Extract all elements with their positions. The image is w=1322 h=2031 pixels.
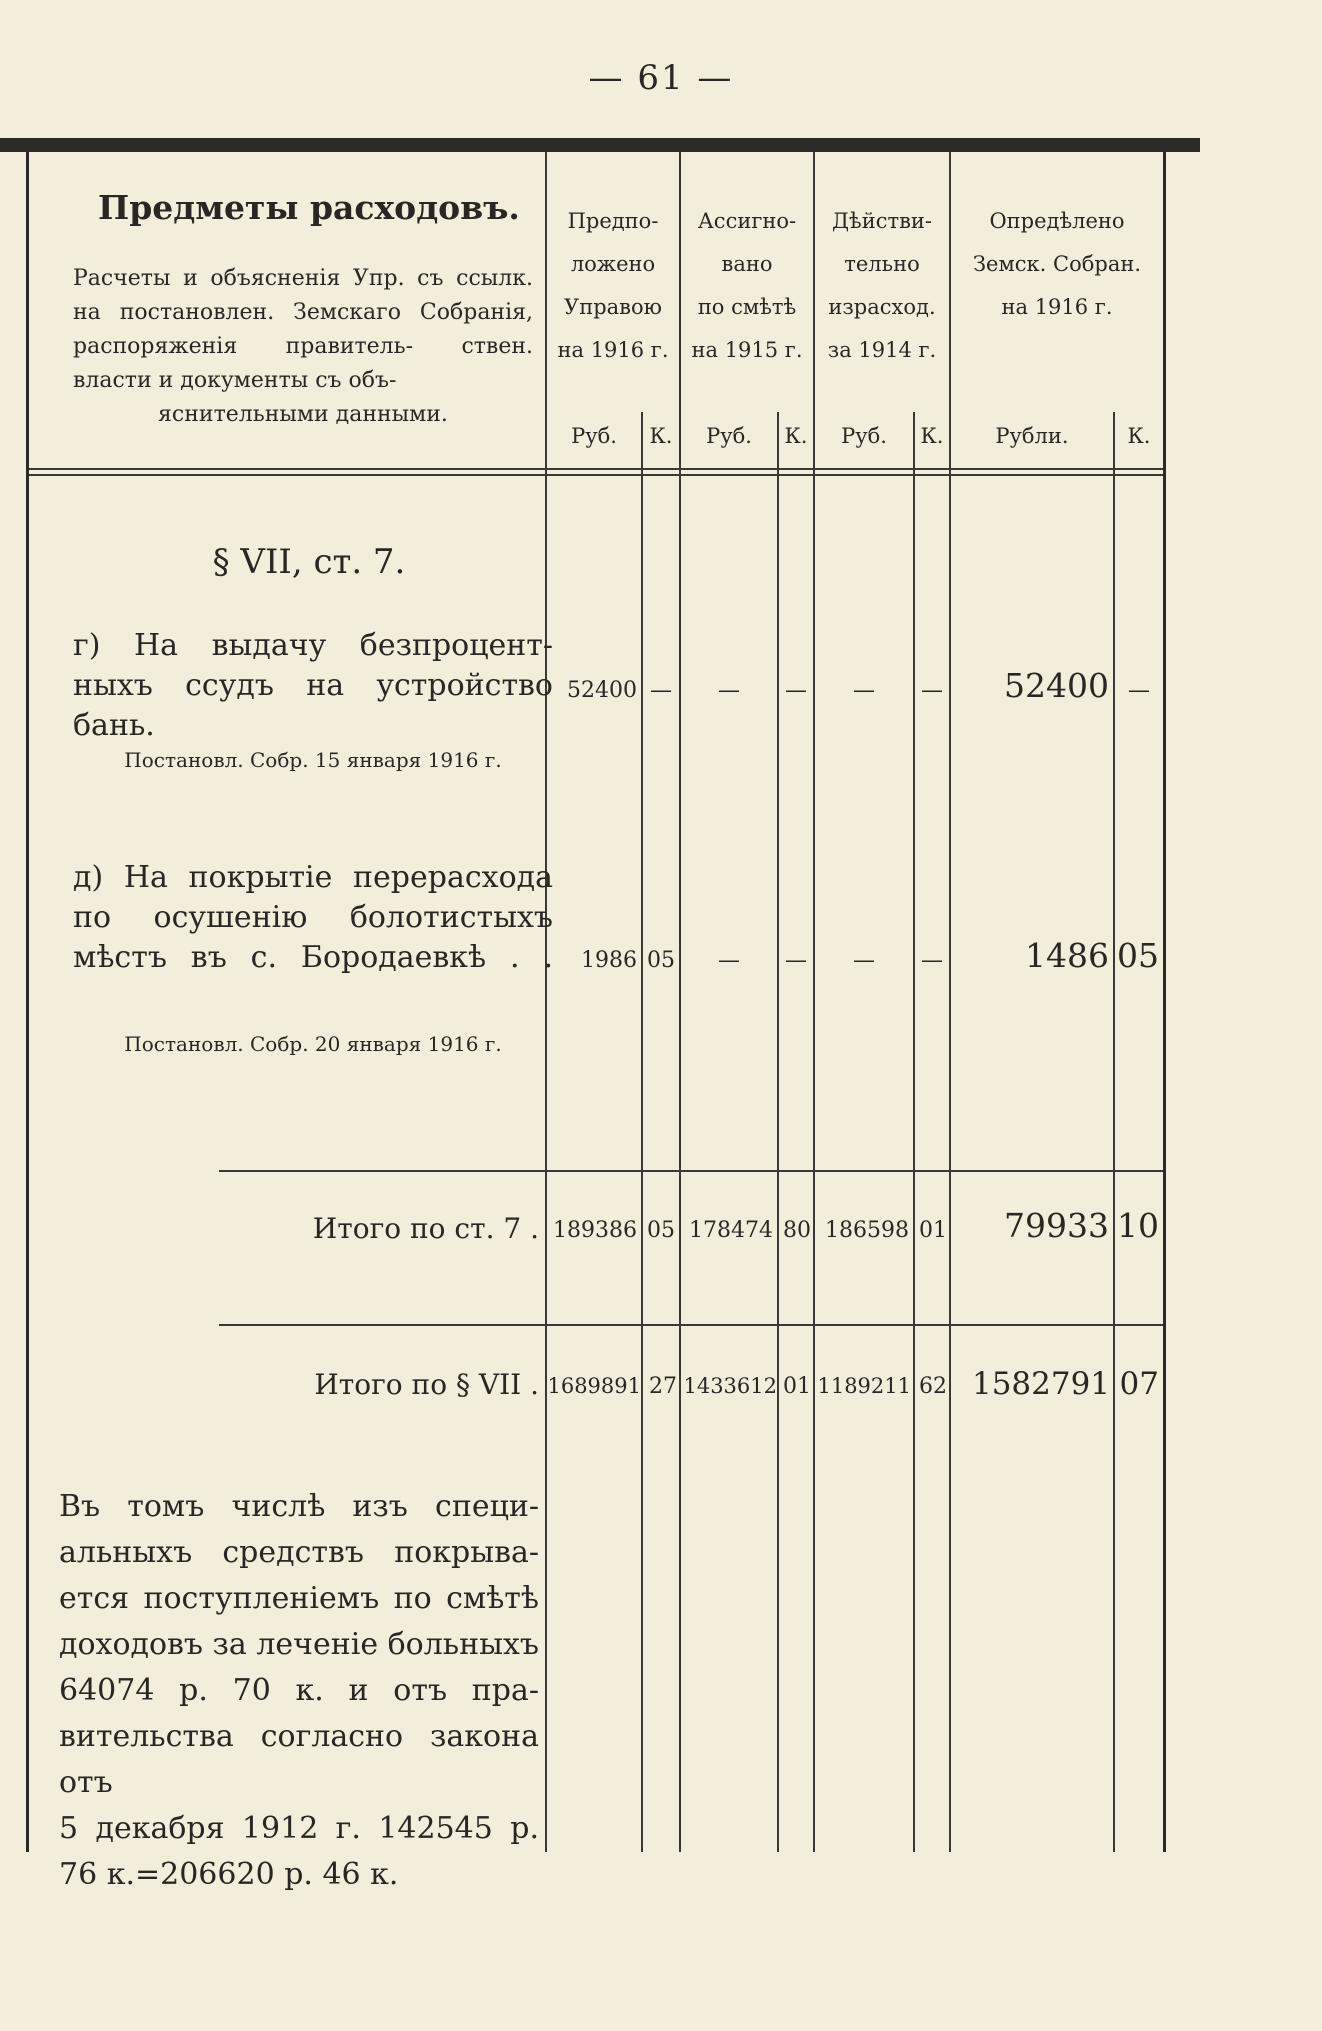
column-rule: [545, 152, 547, 1852]
assigned-rub: —: [718, 948, 740, 973]
total-label: Итого по § VII .: [314, 1368, 539, 1401]
actual-kop: —: [921, 948, 943, 973]
column-header-proposed: Предпо- ложено Управою на 1916 г.: [557, 209, 669, 362]
unit-kop: К.: [920, 424, 944, 448]
unit-kop: К.: [784, 424, 808, 448]
item-note: Постановл. Собр. 15 января 1916 г.: [124, 748, 502, 772]
approved-rub: 1486: [1025, 936, 1109, 975]
footnote: Въ томъ числѣ изъ специ- альныхъ средствъ покрыва- ется поступленіемъ по смѣтѣ доходовъ за леченіе больныхъ 64074 р. 70 к. и отъ пра- вительства согласно закона отъ 5 декабря 1912 г. 142545 р. 76 к.=206620 р. 46 к.: [59, 1489, 540, 1892]
total-rule: [219, 1170, 1163, 1172]
proposed-rub: 52400: [567, 678, 637, 703]
actual-kop: 01: [919, 1218, 947, 1243]
top-rule: [0, 138, 1200, 152]
section-heading: § VII, ст. 7.: [212, 542, 406, 582]
column-header-approved: Опредѣлено Земск. Собран. на 1916 г.: [972, 209, 1142, 319]
item-text: г) На выдачу безпроцент- ныхъ ссудъ на устройство бань.: [73, 628, 553, 743]
assigned-kop: —: [785, 678, 807, 703]
approved-rub: 79933: [1004, 1206, 1109, 1245]
approved-kop: 07: [1119, 1366, 1159, 1402]
approved-kop: 10: [1117, 1206, 1159, 1245]
column-rule: [641, 412, 643, 1852]
proposed-kop: 27: [649, 1374, 677, 1399]
unit-kop: К.: [649, 424, 673, 448]
header-rule: [29, 468, 1163, 470]
assigned-kop: 01: [783, 1374, 811, 1399]
item-note: Постановл. Собр. 20 января 1916 г.: [124, 1032, 502, 1056]
column-rule: [913, 412, 915, 1852]
approved-kop: —: [1128, 678, 1150, 703]
column-header-assigned: Ассигно- вано по смѣтѣ на 1915 г.: [691, 209, 803, 362]
proposed-kop: —: [650, 678, 672, 703]
assigned-rub: 178474: [689, 1218, 773, 1243]
proposed-kop: 05: [647, 948, 675, 973]
proposed-rub: 1986: [581, 948, 637, 973]
column-rule: [679, 152, 681, 1852]
proposed-kop: 05: [647, 1218, 675, 1243]
header-rule: [29, 474, 1163, 476]
approved-kop: 05: [1117, 936, 1159, 975]
column-rule: [813, 152, 815, 1852]
assigned-kop: —: [785, 948, 807, 973]
unit-rub: Руб.: [571, 424, 617, 448]
column-rule: [949, 152, 951, 1852]
approved-rub: 1582791: [971, 1366, 1111, 1402]
unit-rub: Рубли.: [995, 424, 1069, 448]
total-label: Итого по ст. 7 .: [312, 1212, 539, 1245]
unit-kop: К.: [1127, 424, 1151, 448]
total-rule: [219, 1324, 1163, 1326]
column-rule: [1113, 412, 1115, 1852]
actual-rub: —: [853, 948, 875, 973]
item-text: д) На покрытіе перерасхода по осушенію болотистыхъ мѣстъ въ с. Бородаевкѣ . .: [73, 860, 553, 975]
expense-table: [26, 152, 1166, 1892]
unit-rub: Руб.: [706, 424, 752, 448]
actual-kop: 62: [919, 1374, 947, 1399]
page-number: — 61 —: [588, 58, 734, 98]
actual-kop: —: [921, 678, 943, 703]
column-header-actual: Дѣйстви- тельно израсход. за 1914 г.: [827, 209, 937, 362]
approved-rub: 52400: [1004, 666, 1109, 705]
actual-rub: —: [853, 678, 875, 703]
proposed-rub: 189386: [553, 1218, 637, 1243]
actual-rub: 186598: [825, 1218, 909, 1243]
assigned-rub: 1433612: [683, 1374, 777, 1398]
header-title: Предметы расходовъ.: [98, 188, 520, 227]
unit-rub: Руб.: [841, 424, 887, 448]
assigned-rub: —: [718, 678, 740, 703]
proposed-rub: 1689891: [547, 1374, 641, 1398]
actual-rub: 1189211: [817, 1374, 911, 1398]
header-subtitle: Расчеты и объясненія Упр. съ ссылк. на постановлен. Земскаго Собранія, распоряженія правитель- ствен. власти и документы съ объ- яснительными данными.: [73, 266, 534, 427]
column-rule: [777, 412, 779, 1852]
assigned-kop: 80: [783, 1218, 811, 1243]
